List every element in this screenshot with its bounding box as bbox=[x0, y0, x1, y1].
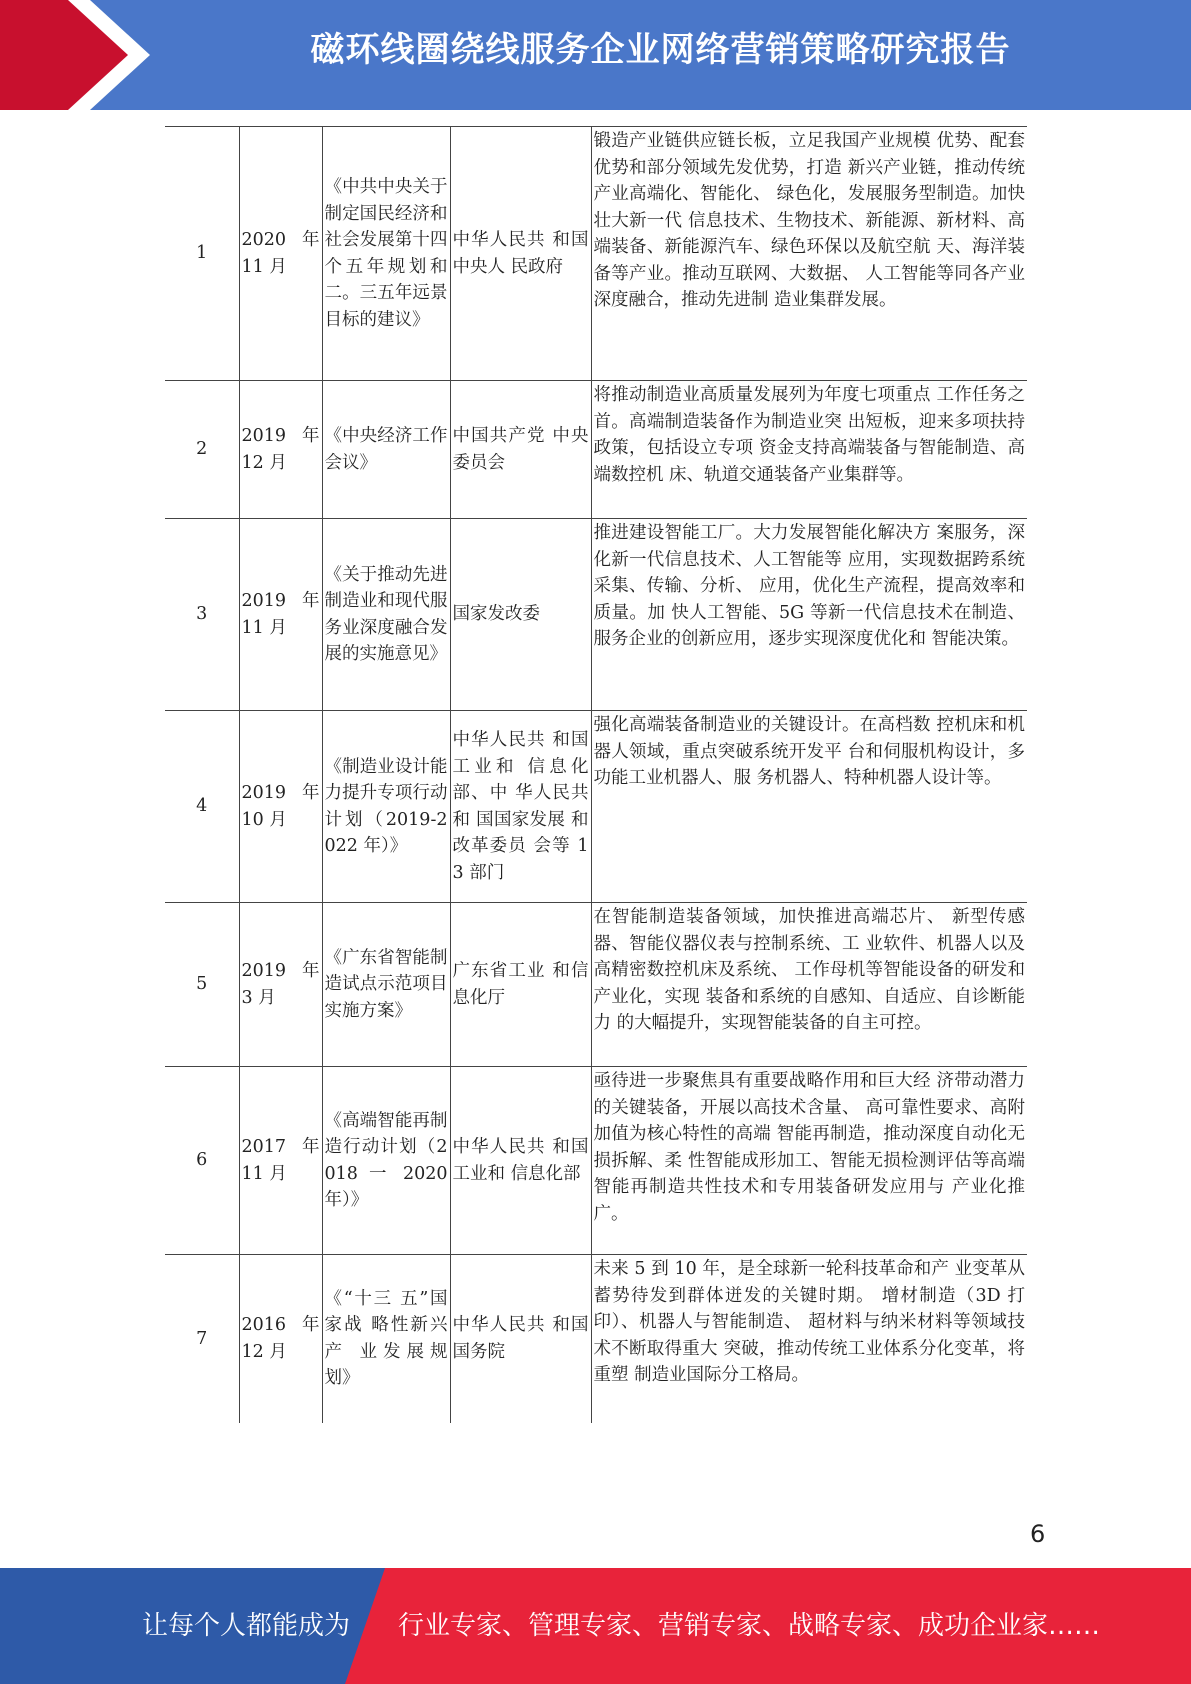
row-date: 2019 年 12 月 bbox=[239, 381, 322, 519]
row-content: 强化高端装备制造业的关键设计。在高档数 控机床和机器人领域，重点突破系统开发平 台和伺服机构设计，多功能工业机器人、服 务机器人、特种机器人设计等。 bbox=[591, 711, 1027, 903]
row-date: 2019 年 3 月 bbox=[239, 903, 322, 1067]
table-row bbox=[165, 1067, 1027, 1255]
row-number: 7 bbox=[165, 1255, 239, 1423]
row-number: 6 bbox=[165, 1067, 239, 1255]
row-issuer: 中华人民共 和国中央人 民政府 bbox=[450, 127, 591, 381]
row-issuer: 中华人民共 和国工业和 信息化部、中 华人民共和 国国家发展 和改革委员 会等 13 部门 bbox=[450, 711, 591, 903]
page-number: 6 bbox=[1030, 1520, 1046, 1548]
row-number: 4 bbox=[165, 711, 239, 903]
row-content: 锻造产业链供应链长板，立足我国产业规模 优势、配套优势和部分领域先发优势，打造 新兴产业链，推动传统产业高端化、智能化、 绿色化，发展服务型制造。加快壮大新一代 信息技术、生物技术、新能源、新材料、高 端装备、新能源汽车、绿色环保以及航空航 天、海洋装备等产业。推动互联网、大数据、 人工智能等同各产业深度融合，推动先进制 造业集群发展。 bbox=[591, 127, 1027, 381]
row-policy: 《“十三 五”国家战 略性新兴产 业发展规 划》 bbox=[322, 1255, 450, 1423]
row-number: 3 bbox=[165, 519, 239, 711]
row-number: 2 bbox=[165, 381, 239, 519]
row-content: 将推动制造业高质量发展列为年度七项重点 工作任务之首。高端制造装备作为制造业突 出短板，迎来多项扶持政策，包括设立专项 资金支持高端装备与智能制造、高端数控机 床、轨道交通装备产业集群等。 bbox=[591, 381, 1027, 519]
row-date: 2020 年 11 月 bbox=[239, 127, 322, 381]
table-row bbox=[165, 519, 1027, 711]
row-issuer: 国家发改委 bbox=[450, 519, 591, 711]
footer-slogan-right: 行业专家、管理专家、营销专家、战略专家、成功企业家…… bbox=[398, 1611, 1101, 1641]
row-number: 5 bbox=[165, 903, 239, 1067]
row-issuer: 中国共产党 中央委员会 bbox=[450, 381, 591, 519]
row-content: 亟待进一步聚焦具有重要战略作用和巨大经 济带动潜力的关键装备，开展以高技术含量、 高可靠性要求、高附加值为核心特性的高端 智能再制造，推动深度自动化无损拆解、柔 性智能成形加工、智能无损检测评估等高端 智能再制造共性技术和专用装备研发应用与 产业化推广。 bbox=[591, 1067, 1027, 1255]
row-policy: 《中共中央关于制定国民经济和社会发展第十四个五年规划和二。三五年远景目标的建议》 bbox=[322, 127, 450, 381]
footer-slogan-left: 让每个人都能成为 bbox=[142, 1611, 351, 1641]
row-number: 1 bbox=[165, 127, 239, 381]
row-date: 2019 年 11 月 bbox=[239, 519, 322, 711]
row-content: 推进建设智能工厂。大力发展智能化解决方 案服务，深化新一代信息技术、人工智能等 应用，实现数据跨系统采集、传输、分析、 应用，优化生产流程，提高效率和质量。加 快人工智能、5G 等新一代信息技术在制造、 服务企业的创新应用，逐步实现深度优化和 智能决策。 bbox=[591, 519, 1027, 711]
table-row bbox=[165, 127, 1027, 381]
report-title: 磁环线圈绕线服务企业网络营销策略研究报告 bbox=[310, 30, 1011, 70]
row-policy: 《关于推动先进制造业和现代服务业深度融合发展的实施意见》 bbox=[322, 519, 450, 711]
row-date: 2017 年 11 月 bbox=[239, 1067, 322, 1255]
row-content: 在智能制造装备领域，加快推进高端芯片、 新型传感器、智能仪器仪表与控制系统、工 业软件、机器人以及高精密数控机床及系统、 工作母机等智能设备的研发和产业化，实现 装备和系统的自感知、自适应、自诊断能力 的大幅提升，实现智能装备的自主可控。 bbox=[591, 903, 1027, 1067]
policy-table bbox=[165, 126, 1027, 1423]
row-content: 未来 5 到 10 年，是全球新一轮科技革命和产 业变革从蓄势待发到群体迸发的关键时期。 增材制造（3D 打印）、机器人与智能制造、 超材料与纳米材料等领域技术不断取得重大 突破，推动传统工业体系分化变革，将重塑 制造业国际分工格局。 bbox=[591, 1255, 1027, 1423]
table-row bbox=[165, 1255, 1027, 1423]
page-footer bbox=[0, 1568, 1191, 1684]
row-issuer: 广东省工业 和信息化厅 bbox=[450, 903, 591, 1067]
row-policy: 《高端智能再制造行动计划（2018 一 2020 年）》 bbox=[322, 1067, 450, 1255]
table-row bbox=[165, 381, 1027, 519]
row-date: 2016 年 12 月 bbox=[239, 1255, 322, 1423]
page-header bbox=[0, 0, 1191, 110]
table-row bbox=[165, 711, 1027, 903]
table-row bbox=[165, 903, 1027, 1067]
row-policy: 《制造业设计能力提升专项行动计划（2019-2022 年）》 bbox=[322, 711, 450, 903]
row-issuer: 中华人民共 和国国务院 bbox=[450, 1255, 591, 1423]
row-policy: 《中央经济工作会议》 bbox=[322, 381, 450, 519]
row-date: 2019 年 10 月 bbox=[239, 711, 322, 903]
row-policy: 《广东省智能制造试点示范项目实施方案》 bbox=[322, 903, 450, 1067]
row-issuer: 中华人民共 和国工业和 信息化部 bbox=[450, 1067, 591, 1255]
